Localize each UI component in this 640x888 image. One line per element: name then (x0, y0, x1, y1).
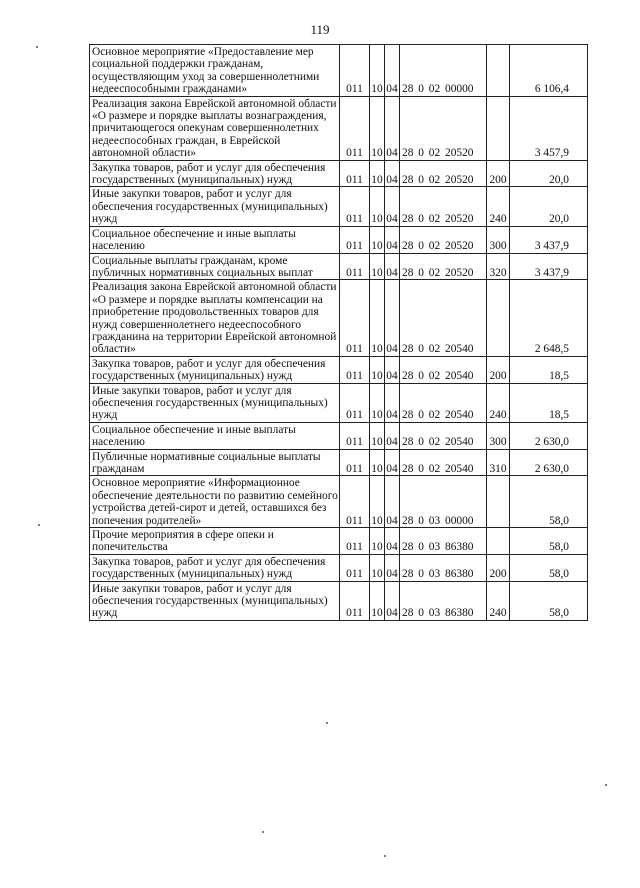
target-article-code: 28 0 02 20540 (400, 383, 487, 422)
row-name: Публичные нормативные социальные выплаты гражданам (90, 449, 340, 476)
row-name: Закупка товаров, работ и услуг для обеспечения государственных (муниципальных) нужд (90, 160, 340, 187)
target-article-code: 28 0 02 20520 (400, 253, 487, 280)
ministry-code: 011 (340, 422, 370, 449)
expense-type-code (487, 96, 510, 160)
expense-type-code (487, 45, 510, 97)
amount: 2 630,0 (510, 422, 588, 449)
table-row (90, 160, 588, 187)
scan-speck (36, 46, 38, 48)
table-row (90, 253, 588, 280)
target-article-code: 28 0 03 86380 (400, 581, 487, 620)
ministry-code: 011 (340, 554, 370, 581)
section-code: 10 (370, 356, 385, 383)
scan-speck (605, 784, 607, 786)
target-article-code: 28 0 02 20540 (400, 280, 487, 356)
target-article-code: 28 0 03 86380 (400, 554, 487, 581)
expense-type-code: 200 (487, 554, 510, 581)
scan-speck (38, 524, 40, 526)
expense-type-code: 200 (487, 160, 510, 187)
table-body (90, 45, 588, 621)
row-name: Закупка товаров, работ и услуг для обеспечения государственных (муниципальных) нужд (90, 554, 340, 581)
subsection-code: 04 (385, 280, 400, 356)
row-name: Основное мероприятие «Предоставление мер социальной поддержки гражданам, осуществляющим уход за совершеннолетними недееспособными гражданами» (90, 45, 340, 97)
subsection-code: 04 (385, 45, 400, 97)
amount: 3 437,9 (510, 226, 588, 253)
amount: 58,0 (510, 581, 588, 620)
amount: 20,0 (510, 187, 588, 226)
ministry-code: 011 (340, 476, 370, 528)
amount: 18,5 (510, 356, 588, 383)
table-row (90, 356, 588, 383)
subsection-code: 04 (385, 528, 400, 555)
subsection-code: 04 (385, 187, 400, 226)
target-article-code: 28 0 02 20540 (400, 449, 487, 476)
target-article-code: 28 0 02 20520 (400, 160, 487, 187)
subsection-code: 04 (385, 476, 400, 528)
section-code: 10 (370, 581, 385, 620)
section-code: 10 (370, 187, 385, 226)
target-article-code: 28 0 03 00000 (400, 476, 487, 528)
amount: 3 457,9 (510, 96, 588, 160)
target-article-code: 28 0 03 86380 (400, 528, 487, 555)
section-code: 10 (370, 45, 385, 97)
subsection-code: 04 (385, 383, 400, 422)
table-row (90, 554, 588, 581)
ministry-code: 011 (340, 449, 370, 476)
subsection-code: 04 (385, 422, 400, 449)
amount: 58,0 (510, 476, 588, 528)
table-row (90, 449, 588, 476)
row-name: Социальное обеспечение и иные выплаты населению (90, 422, 340, 449)
target-article-code: 28 0 02 00000 (400, 45, 487, 97)
expense-type-code: 240 (487, 581, 510, 620)
ministry-code: 011 (340, 187, 370, 226)
amount: 3 437,9 (510, 253, 588, 280)
section-code: 10 (370, 554, 385, 581)
section-code: 10 (370, 383, 385, 422)
subsection-code: 04 (385, 449, 400, 476)
expense-type-code: 240 (487, 383, 510, 422)
section-code: 10 (370, 280, 385, 356)
row-name: Иные закупки товаров, работ и услуг для обеспечения государственных (муниципальных) нужд (90, 187, 340, 226)
table-row (90, 45, 588, 97)
expense-type-code: 310 (487, 449, 510, 476)
subsection-code: 04 (385, 554, 400, 581)
expense-type-code (487, 476, 510, 528)
table-row (90, 280, 588, 356)
row-name: Прочие мероприятия в сфере опеки и попечительства (90, 528, 340, 555)
subsection-code: 04 (385, 581, 400, 620)
subsection-code: 04 (385, 253, 400, 280)
amount: 58,0 (510, 554, 588, 581)
row-name: Социальное обеспечение и иные выплаты населению (90, 226, 340, 253)
row-name: Социальные выплаты гражданам, кроме публичных нормативных социальных выплат (90, 253, 340, 280)
section-code: 10 (370, 253, 385, 280)
table-row (90, 581, 588, 620)
expense-type-code: 320 (487, 253, 510, 280)
section-code: 10 (370, 422, 385, 449)
amount: 2 648,5 (510, 280, 588, 356)
table-row (90, 226, 588, 253)
expense-type-code (487, 528, 510, 555)
table-row (90, 383, 588, 422)
subsection-code: 04 (385, 160, 400, 187)
ministry-code: 011 (340, 383, 370, 422)
section-code: 10 (370, 96, 385, 160)
ministry-code: 011 (340, 226, 370, 253)
section-code: 10 (370, 449, 385, 476)
table-row (90, 528, 588, 555)
section-code: 10 (370, 226, 385, 253)
target-article-code: 28 0 02 20540 (400, 422, 487, 449)
ministry-code: 011 (340, 253, 370, 280)
scan-speck (262, 831, 264, 833)
expense-type-code: 240 (487, 187, 510, 226)
table-row (90, 476, 588, 528)
ministry-code: 011 (340, 528, 370, 555)
amount: 6 106,4 (510, 45, 588, 97)
row-name: Иные закупки товаров, работ и услуг для обеспечения государственных (муниципальных) нужд (90, 383, 340, 422)
scan-speck (384, 855, 386, 857)
row-name: Закупка товаров, работ и услуг для обеспечения государственных (муниципальных) нужд (90, 356, 340, 383)
section-code: 10 (370, 160, 385, 187)
target-article-code: 28 0 02 20520 (400, 187, 487, 226)
table-row (90, 422, 588, 449)
subsection-code: 04 (385, 96, 400, 160)
expense-type-code: 300 (487, 422, 510, 449)
subsection-code: 04 (385, 356, 400, 383)
table-row (90, 96, 588, 160)
expense-type-code: 300 (487, 226, 510, 253)
amount: 58,0 (510, 528, 588, 555)
subsection-code: 04 (385, 226, 400, 253)
ministry-code: 011 (340, 280, 370, 356)
expense-type-code: 200 (487, 356, 510, 383)
amount: 20,0 (510, 160, 588, 187)
row-name: Иные закупки товаров, работ и услуг для обеспечения государственных (муниципальных) нужд (90, 581, 340, 620)
ministry-code: 011 (340, 356, 370, 383)
budget-table (89, 44, 588, 621)
ministry-code: 011 (340, 160, 370, 187)
target-article-code: 28 0 02 20520 (400, 226, 487, 253)
expense-type-code (487, 280, 510, 356)
page-number: 119 (310, 22, 330, 37)
ministry-code: 011 (340, 45, 370, 97)
section-code: 10 (370, 476, 385, 528)
row-name: Основное мероприятие «Информационное обеспечение деятельности по развитию семейного устройства детей-сирот и детей, оставшихся без попечения родителей» (90, 476, 340, 528)
amount: 2 630,0 (510, 449, 588, 476)
ministry-code: 011 (340, 581, 370, 620)
amount: 18,5 (510, 383, 588, 422)
section-code: 10 (370, 528, 385, 555)
target-article-code: 28 0 02 20540 (400, 356, 487, 383)
row-name: Реализация закона Еврейской автономной области «О размере и порядке выплаты вознаграждения, причитающегося опекунам совершеннолетних недееспособных граждан, в Еврейской автономной области» (90, 96, 340, 160)
scan-speck (326, 722, 328, 724)
target-article-code: 28 0 02 20520 (400, 96, 487, 160)
table-row (90, 187, 588, 226)
ministry-code: 011 (340, 96, 370, 160)
row-name: Реализация закона Еврейской автономной области «О размере и порядке выплаты компенсации на приобретение продовольственных товаров для нужд совершеннолетнего недееспособного гражданина на территории Еврейской автономной области» (90, 280, 340, 356)
